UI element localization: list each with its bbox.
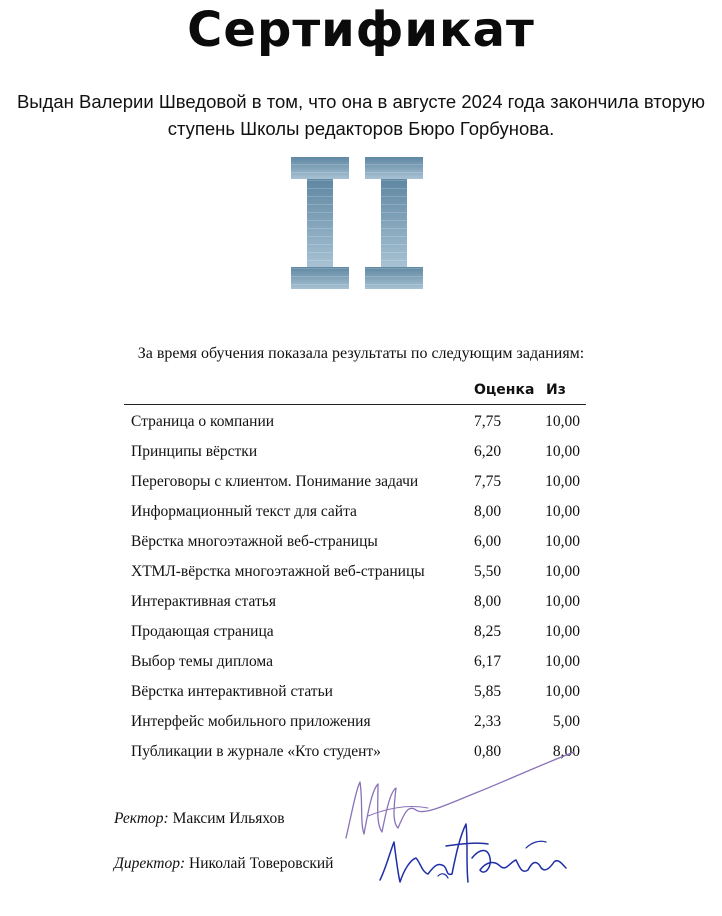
task-max: 10,00: [545, 533, 580, 550]
results-header: [124, 380, 586, 405]
rector-line: [114, 810, 285, 828]
table-row: [124, 435, 586, 465]
results-rows: [124, 405, 586, 765]
task-max: 10,00: [545, 593, 580, 610]
table-row: [124, 705, 586, 735]
task-score: 7,75: [474, 413, 502, 430]
task-name: Выбор темы диплома: [131, 653, 274, 670]
task-score: 5,50: [474, 563, 502, 580]
results-table: [124, 380, 586, 765]
task-name: ХТМЛ-вёрстка многоэтажной веб-страницы: [131, 563, 425, 580]
task-name: Интерактивная статья: [131, 593, 276, 610]
task-score: 6,20: [474, 443, 502, 460]
task-score: 6,17: [474, 653, 502, 670]
certificate-title: Сертификат: [187, 2, 535, 58]
task-name: Вёрстка многоэтажной веб-страницы: [131, 533, 378, 550]
director-role: Директор:: [114, 855, 186, 872]
task-name: Интерфейс мобильного приложения: [131, 713, 371, 730]
table-row: [124, 645, 586, 675]
task-name: Вёрстка интерактивной статьи: [131, 683, 333, 700]
task-score: 5,85: [474, 683, 502, 700]
task-score: 6,00: [474, 533, 502, 550]
director-signature: [376, 818, 576, 898]
table-row: [124, 615, 586, 645]
table-row: [124, 555, 586, 585]
task-max: 10,00: [545, 503, 580, 520]
results-intro: За время обучения показала результаты по следующим заданиям:: [137, 345, 585, 362]
task-max: 5,00: [552, 713, 580, 730]
rector-name: Максим Ильяхов: [172, 810, 285, 827]
stage-numeral-II: [291, 157, 423, 289]
table-row: [124, 465, 586, 495]
task-max: 10,00: [545, 473, 580, 490]
rector-role: Ректор:: [114, 810, 169, 827]
task-max: 10,00: [545, 683, 580, 700]
task-name: Информационный текст для сайта: [131, 503, 357, 520]
task-max: 8,00: [552, 743, 580, 760]
table-row: [124, 585, 586, 615]
task-name: Переговоры с клиентом. Понимание задачи: [131, 473, 419, 490]
task-max: 10,00: [545, 623, 580, 640]
issued-statement: Выдан Валерии Шведовой в том, что она в августе 2024 года закончила вторую ступень Школы редакторов Бюро Горбунова.: [16, 91, 706, 139]
task-score: 8,25: [474, 623, 502, 640]
task-max: 10,00: [545, 653, 580, 670]
task-score: 0,80: [474, 743, 502, 760]
task-score: 2,33: [474, 713, 502, 730]
score-column-header: Оценка: [474, 382, 535, 398]
table-row: [124, 495, 586, 525]
director-name: Николай Товеровский: [189, 855, 334, 872]
task-score: 8,00: [474, 503, 502, 520]
max-column-header: Из: [546, 382, 566, 398]
task-score: 8,00: [474, 593, 502, 610]
task-name: Принципы вёрстки: [131, 443, 258, 460]
task-score: 7,75: [474, 473, 502, 490]
task-name: Публикации в журнале «Кто студент»: [131, 743, 381, 760]
task-name: Продающая страница: [131, 623, 274, 640]
task-max: 10,00: [545, 443, 580, 460]
task-name: Страница о компании: [131, 413, 275, 430]
task-max: 10,00: [545, 413, 580, 430]
table-row: [124, 675, 586, 705]
director-line: [114, 855, 333, 873]
task-max: 10,00: [545, 563, 580, 580]
table-row: [124, 405, 586, 435]
table-row: [124, 525, 586, 555]
